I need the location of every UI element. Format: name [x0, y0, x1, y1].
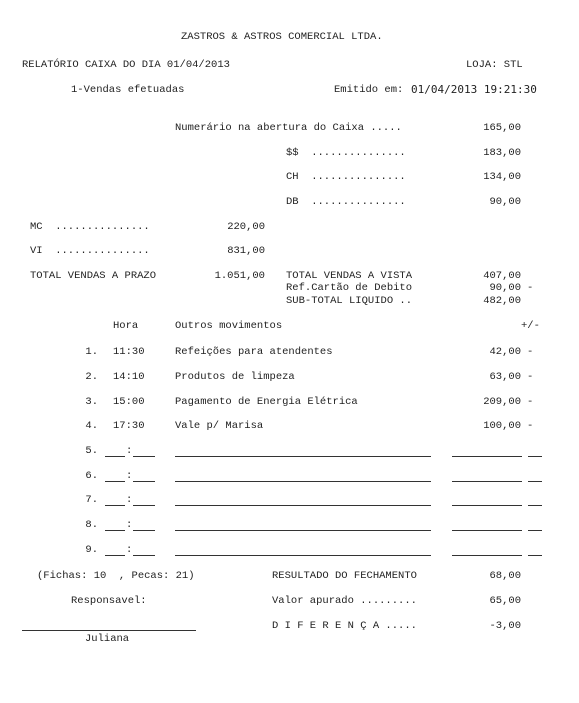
subtotal-label: SUB-TOTAL LIQUIDO ..	[286, 295, 413, 307]
movement-time: 14:10	[113, 371, 145, 383]
blank-value-line	[452, 555, 522, 556]
opening-item-label: CH ...............	[286, 171, 406, 183]
blank-description-line	[175, 456, 431, 457]
card-value: 831,00	[227, 245, 265, 257]
time-colon: :	[126, 519, 133, 531]
movement-sign: -	[527, 346, 534, 358]
movement-sign: -	[527, 396, 534, 408]
opening-item-label: DB ...............	[286, 196, 406, 208]
total-prazo-value: 1.051,00	[214, 270, 265, 282]
signer-name: Juliana	[85, 633, 130, 645]
movement-number: 1.	[85, 346, 98, 358]
movement-number: 2.	[85, 371, 98, 383]
time-colon: :	[126, 445, 133, 457]
time-colon: :	[126, 494, 133, 506]
movement-description: Produtos de limpeza	[175, 371, 295, 383]
resultado-value: 68,00	[489, 570, 521, 582]
movement-value: 42,00	[489, 346, 521, 358]
signature-line	[22, 630, 196, 631]
movement-value: 209,00	[483, 396, 521, 408]
blank-sign-line	[528, 555, 542, 556]
subtotal-value: 482,00	[483, 295, 521, 307]
issued-datetime: 01/04/2013 19:21:30	[411, 83, 537, 96]
company-name: ZASTROS & ASTROS COMERCIAL LTDA.	[181, 31, 383, 43]
card-value: 220,00	[227, 221, 265, 233]
opening-value: 165,00	[483, 122, 521, 134]
blank-hour-line	[105, 505, 125, 506]
movement-number: 3.	[85, 396, 98, 408]
blank-value-line	[452, 530, 522, 531]
opening-label: Numerário na abertura do Caixa .....	[175, 122, 402, 134]
total-prazo-label: TOTAL VENDAS A PRAZO	[30, 270, 157, 282]
sign-header: +/-	[521, 320, 540, 332]
fichas-pecas: (Fichas: 10 , Pecas: 21)	[37, 570, 195, 582]
blank-sign-line	[528, 505, 542, 506]
blank-hour-line	[105, 456, 125, 457]
movement-number: 7.	[85, 494, 98, 506]
opening-item-label: $$ ...............	[286, 147, 406, 159]
blank-sign-line	[528, 481, 542, 482]
diferenca-value: -3,00	[489, 620, 521, 632]
movement-number: 8.	[85, 519, 98, 531]
report-title: RELATÓRIO CAIXA DO DIA 01/04/2013	[22, 59, 230, 71]
issued-label: Emitido em:	[334, 84, 404, 96]
movement-time: 17:30	[113, 420, 145, 432]
blank-minute-line	[133, 481, 155, 482]
blank-minute-line	[133, 555, 155, 556]
total-vista-value: 407,00	[483, 270, 521, 282]
blank-value-line	[452, 505, 522, 506]
opening-item-value: 183,00	[483, 147, 521, 159]
blank-minute-line	[133, 456, 155, 457]
blank-minute-line	[133, 530, 155, 531]
responsavel-label: Responsavel:	[71, 595, 147, 607]
blank-description-line	[175, 555, 431, 556]
blank-sign-line	[528, 530, 542, 531]
movement-sign: -	[527, 371, 534, 383]
total-vista-label: TOTAL VENDAS A VISTA	[286, 270, 413, 282]
blank-description-line	[175, 505, 431, 506]
movement-number: 5.	[85, 445, 98, 457]
opening-item-value: 90,00	[489, 196, 521, 208]
diferenca-label: D I F E R E N Ç A .....	[272, 620, 417, 632]
movement-value: 100,00	[483, 420, 521, 432]
apurado-label: Valor apurado .........	[272, 595, 417, 607]
debito-label: Ref.Cartão de Debito	[286, 282, 413, 294]
movement-number: 9.	[85, 544, 98, 556]
time-colon: :	[126, 470, 133, 482]
blank-description-line	[175, 530, 431, 531]
store-label: LOJA: STL	[466, 59, 523, 71]
movement-description: Refeições para atendentes	[175, 346, 333, 358]
movement-number: 4.	[85, 420, 98, 432]
movement-time: 11:30	[113, 346, 145, 358]
card-label: VI ...............	[30, 245, 150, 257]
blank-value-line	[452, 456, 522, 457]
movement-number: 6.	[85, 470, 98, 482]
blank-sign-line	[528, 456, 542, 457]
section-title: 1-Vendas efetuadas	[71, 84, 185, 96]
movement-time: 15:00	[113, 396, 145, 408]
opening-item-value: 134,00	[483, 171, 521, 183]
blank-hour-line	[105, 481, 125, 482]
blank-hour-line	[105, 555, 125, 556]
debito-sign: -	[527, 282, 534, 294]
movements-header: Outros movimentos	[175, 320, 283, 332]
card-label: MC ...............	[30, 221, 150, 233]
blank-value-line	[452, 481, 522, 482]
time-colon: :	[126, 544, 133, 556]
blank-minute-line	[133, 505, 155, 506]
movement-value: 63,00	[489, 371, 521, 383]
debito-value: 90,00	[489, 282, 521, 294]
apurado-value: 65,00	[489, 595, 521, 607]
blank-description-line	[175, 481, 431, 482]
hour-header: Hora	[113, 320, 139, 332]
movement-description: Pagamento de Energia Elétrica	[175, 396, 358, 408]
blank-hour-line	[105, 530, 125, 531]
resultado-label: RESULTADO DO FECHAMENTO	[272, 570, 417, 582]
movement-description: Vale p/ Marisa	[175, 420, 264, 432]
movement-sign: -	[527, 420, 534, 432]
